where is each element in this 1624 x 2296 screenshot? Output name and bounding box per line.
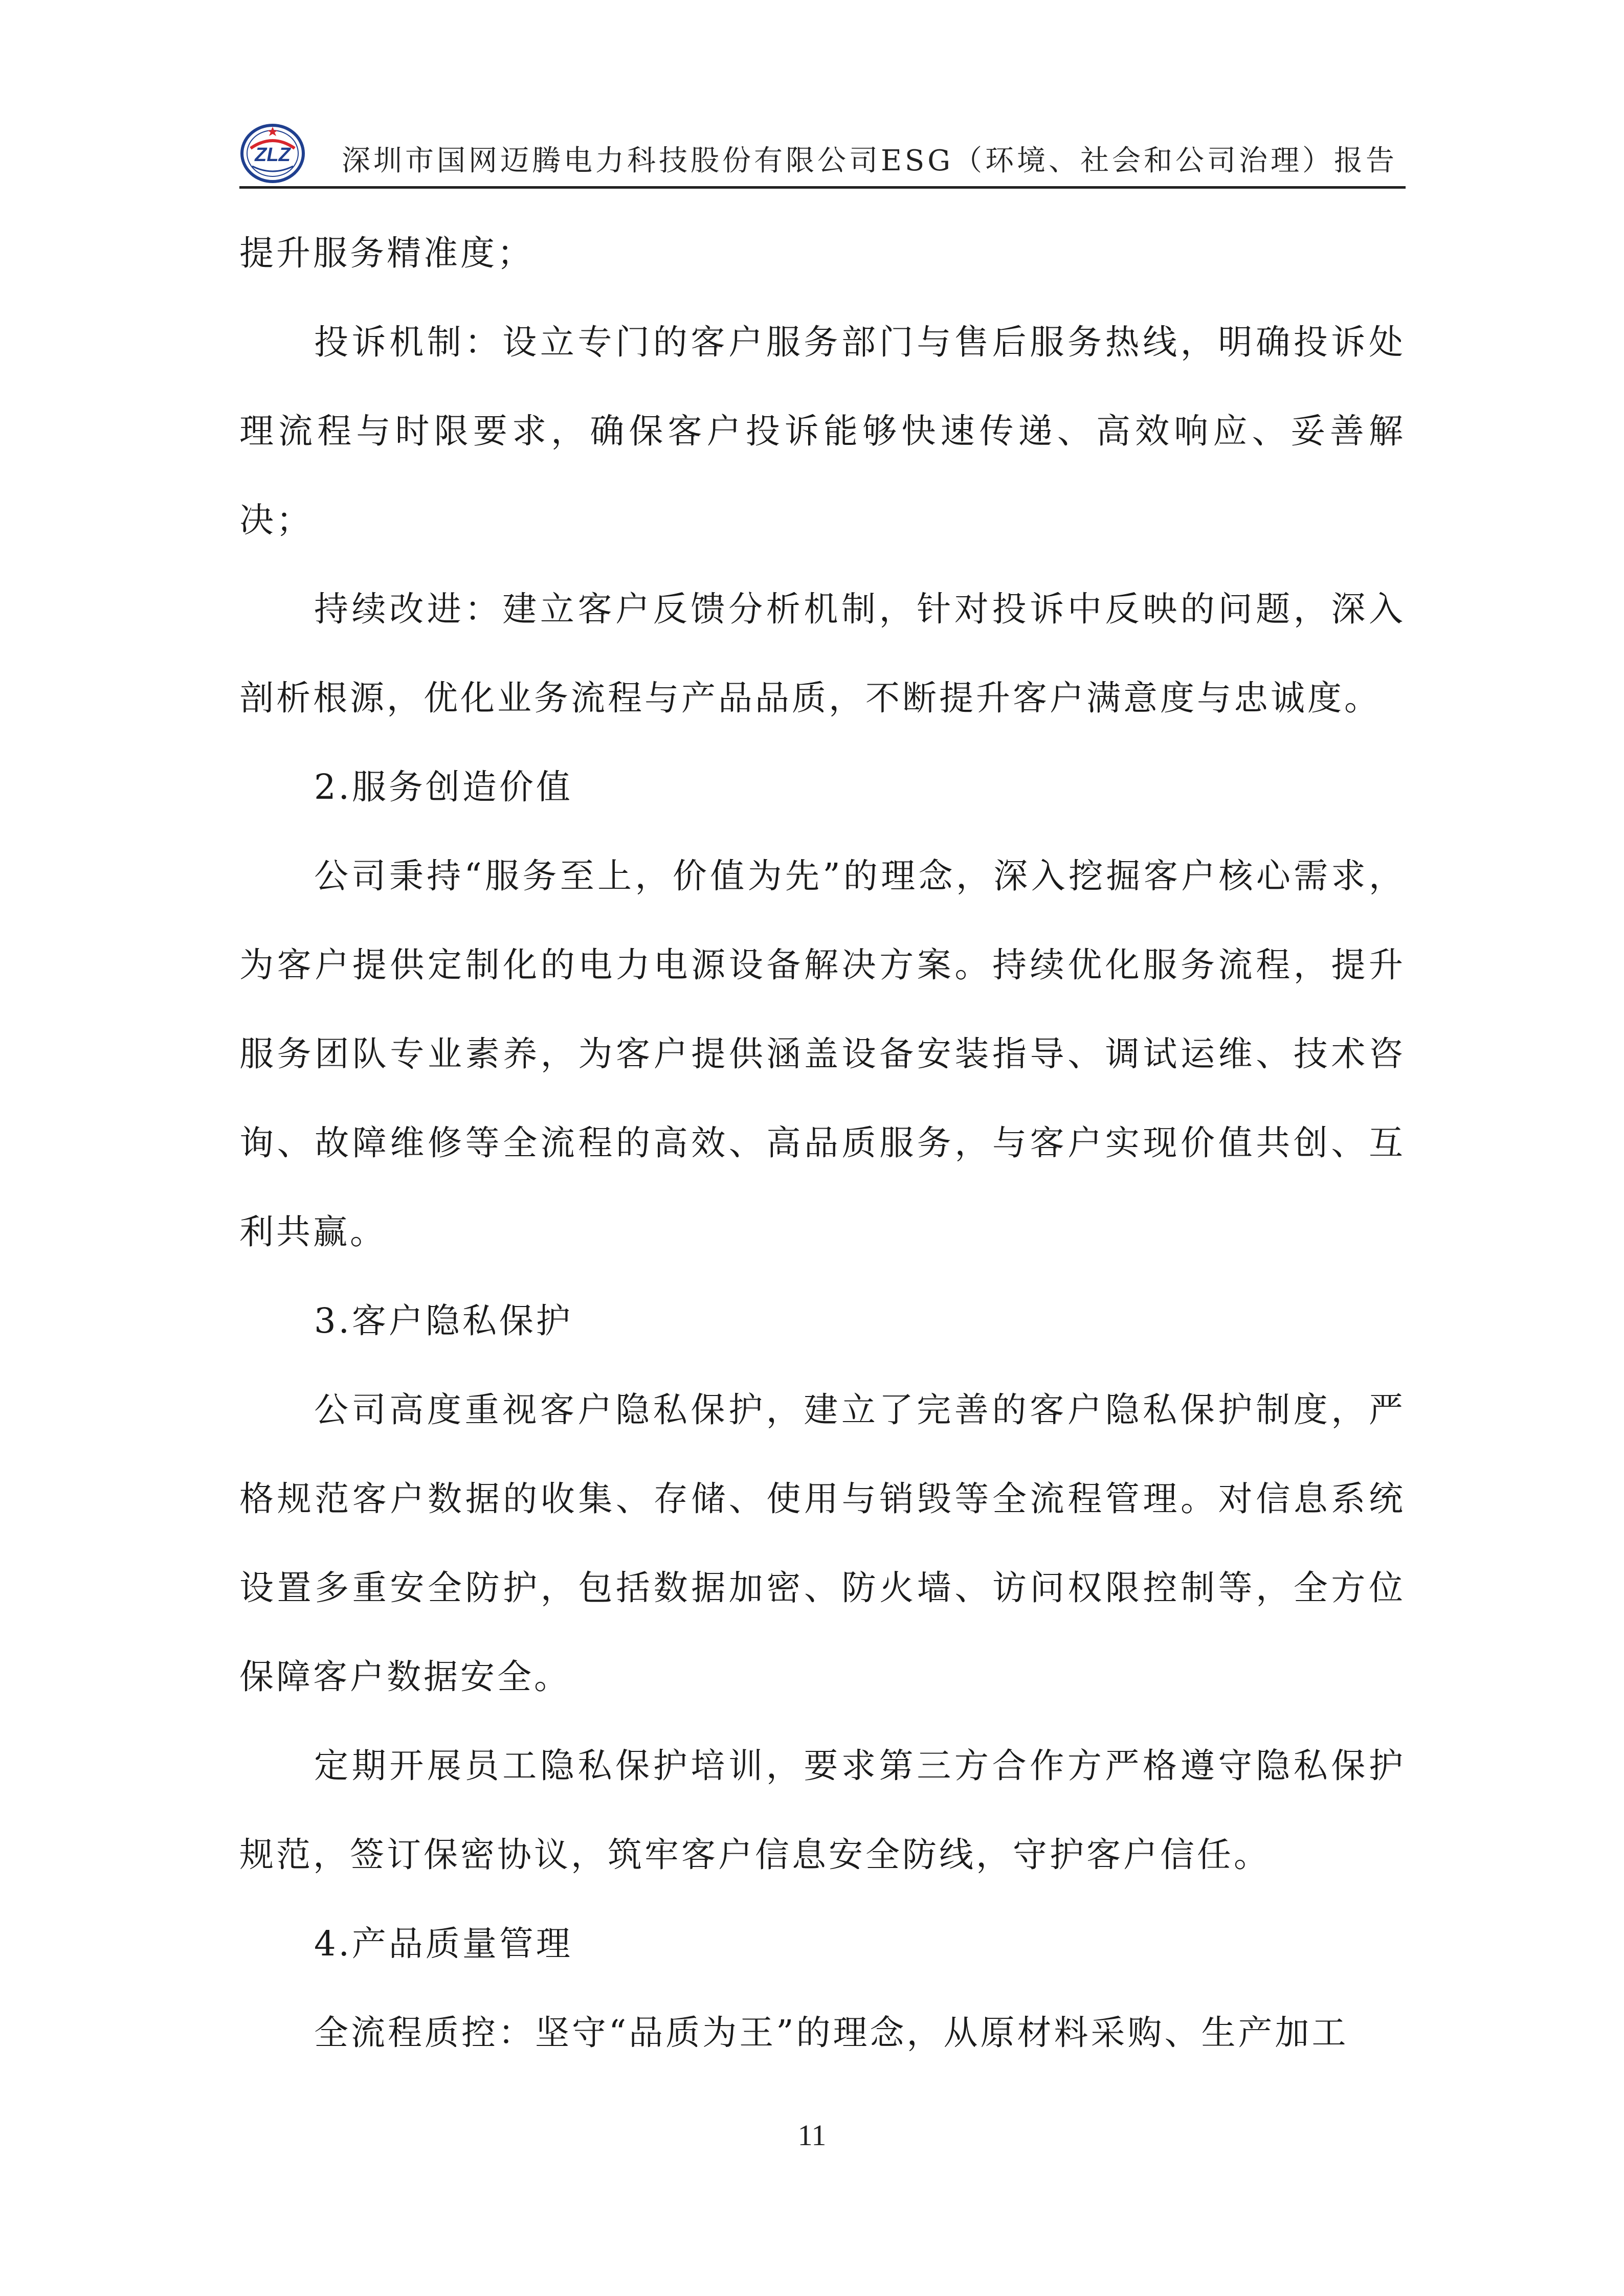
paragraph: 投诉机制：设立专门的客户服务部门与售后服务热线，明确投诉处理流程与时限要求，确保客户投诉能够快速传递、高效响应、妥善解决； [239,322,1406,540]
section-heading: 2.服务创造价值 [314,767,573,807]
paragraph: 全流程质控：坚守“品质为王”的理念，从原材料采购、生产加工 [314,2013,1349,2053]
paragraph: 公司高度重视客户隐私保护，建立了完善的客户隐私保护制度，严格规范客户数据的收集、存储、使用与销毁等全流程管理。对信息系统设置多重安全防护，包括数据加密、防火墙、访问权限控制等，全方位保障客户数据安全。 [239,1390,1406,1697]
page-number: 11 [797,2119,827,2152]
section-heading: 3.客户隐私保护 [314,1301,573,1341]
section-heading: 4.产品质量管理 [314,1924,573,1964]
paragraph: 公司秉持“服务至上，价值为先”的理念，深入挖掘客户核心需求，为客户提供定制化的电力电源设备解决方案。持续优化服务流程，提升服务团队专业素养，为客户提供涵盖设备安装指导、调试运维、技术咨询、故障维修等全流程的高效、高品质服务，与客户实现价值共创、互利共赢。 [239,856,1406,1252]
company-logo-graphic [239,123,306,184]
paragraph: 定期开展员工隐私保护培训，要求第三方合作方严格遵守隐私保护规范，签订保密协议，筑牢客户信息安全防线，守护客户信任。 [239,1746,1406,1875]
header-title: 深圳市国网迈腾电力科技股份有限公司ESG（环境、社会和公司治理）报告 [342,144,1397,177]
paragraph: 提升服务精准度； [239,233,534,273]
body-text [239,209,1406,2077]
page-header [239,112,1406,189]
header-divider [239,186,1406,189]
paragraph: 持续改进：建立客户反馈分析机制，针对投诉中反映的问题，深入剖析根源，优化业务流程与产品品质，不断提升客户满意度与忠诚度。 [239,589,1406,718]
svg-text:ZLZ: ZLZ [255,144,291,166]
company-logo-icon [239,123,306,184]
